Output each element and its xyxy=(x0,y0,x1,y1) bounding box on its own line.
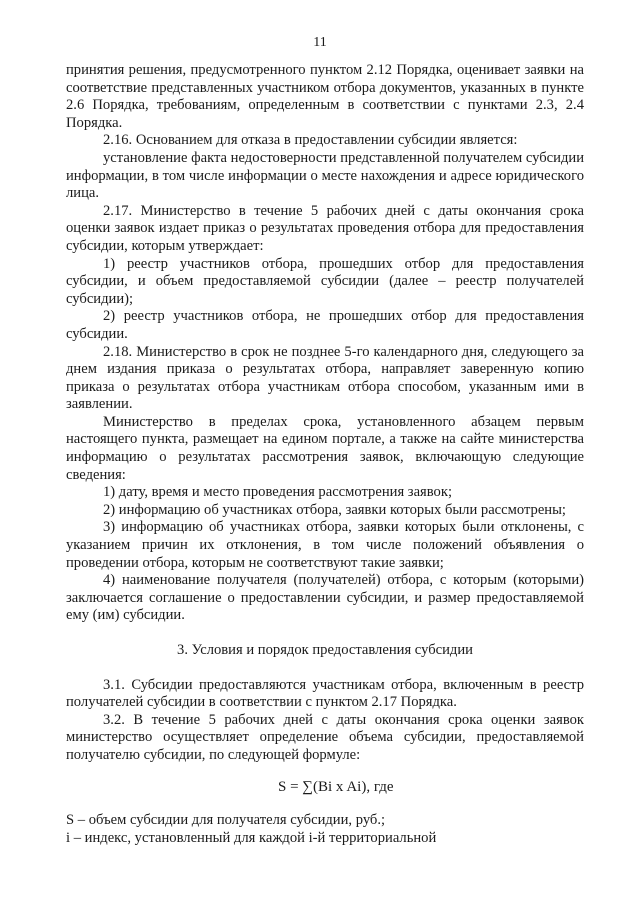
definition: S – объем субсидии для получателя субсидии, руб.; xyxy=(66,812,386,829)
definition: i – индекс, установленный для каждой i-й территориальной xyxy=(66,829,437,846)
paragraph: принятия решения, предусмотренного пунктом 2.12 Порядка, оценивает заявки на соответствие представленных участником отбора документов, указанных в пункте 2.6 Порядка, требованиям, определенным в соответствии с пунктами 2.3, 2.4 Порядка. xyxy=(66,62,584,131)
list-item: 2) реестр участников отбора, не прошедших отбор для предоставления субсидии. xyxy=(66,308,584,342)
paragraph: 2.17. Министерство в течение 5 рабочих дней с даты окончания срока оценки заявок издает приказ о результатах проведения отбора для предоставления субсидии, которым утверждает: xyxy=(66,202,584,254)
document-body xyxy=(66,62,584,847)
page-number: 11 xyxy=(313,35,327,50)
list-item: 3) информацию об участниках отбора, заявки которых были отклонены, с указанием причин их отклонения, в том числе положений объявления о проведении отбора, которым не соответствуют такие заявки; xyxy=(66,519,584,571)
list-item: 2) информацию об участниках отбора, заявки которых были рассмотрены; xyxy=(103,501,566,518)
paragraph: установление факта недостоверности представленной получателем субсидии информации, в том числе информации о месте нахождения и адресе юридического лица. xyxy=(66,149,584,202)
formula: S = ∑(Bi x Ai), где xyxy=(278,778,394,795)
list-item: 4) наименование получателя (получателей) отбора, с которым (которыми) заключается соглашение о предоставлении субсидии, и размер предоставляемой ему (им) субсидии. xyxy=(66,572,584,624)
list-item: 1) дату, время и место проведения рассмотрения заявок; xyxy=(103,484,452,501)
paragraph: Министерство в пределах срока, установленного абзацем первым настоящего пункта, размещает на едином портале, а также на сайте министерства информацию о результатах рассмотрения заявок, включающую следующие сведения: xyxy=(66,413,584,483)
paragraph: 2.16. Основанием для отказа в предоставлении субсидии является: xyxy=(103,132,518,149)
paragraph: 3.2. В течение 5 рабочих дней с даты окончания срока оценки заявок министерство осуществляет определение объема субсидии, предоставляемой получателю субсидии, по следующей формуле: xyxy=(66,711,584,763)
paragraph: 2.18. Министерство в срок не позднее 5-го календарного дня, следующего за днем издания приказа о результатах отбора, направляет заверенную копию приказа о результатах отбора участникам отбора способом, указанным ими в заявлении. xyxy=(66,343,584,413)
section-title: 3. Условия и порядок предоставления субсидии xyxy=(177,642,473,658)
list-item: 1) реестр участников отбора, прошедших отбор для предоставления субсидии, и объем предоставляемой субсидии (далее – реестр получателей субсидии); xyxy=(66,255,584,307)
paragraph: 3.1. Субсидии предоставляются участникам отбора, включенным в реестр получателей субсидии в соответствии с пунктом 2.17 Порядка. xyxy=(66,676,584,711)
